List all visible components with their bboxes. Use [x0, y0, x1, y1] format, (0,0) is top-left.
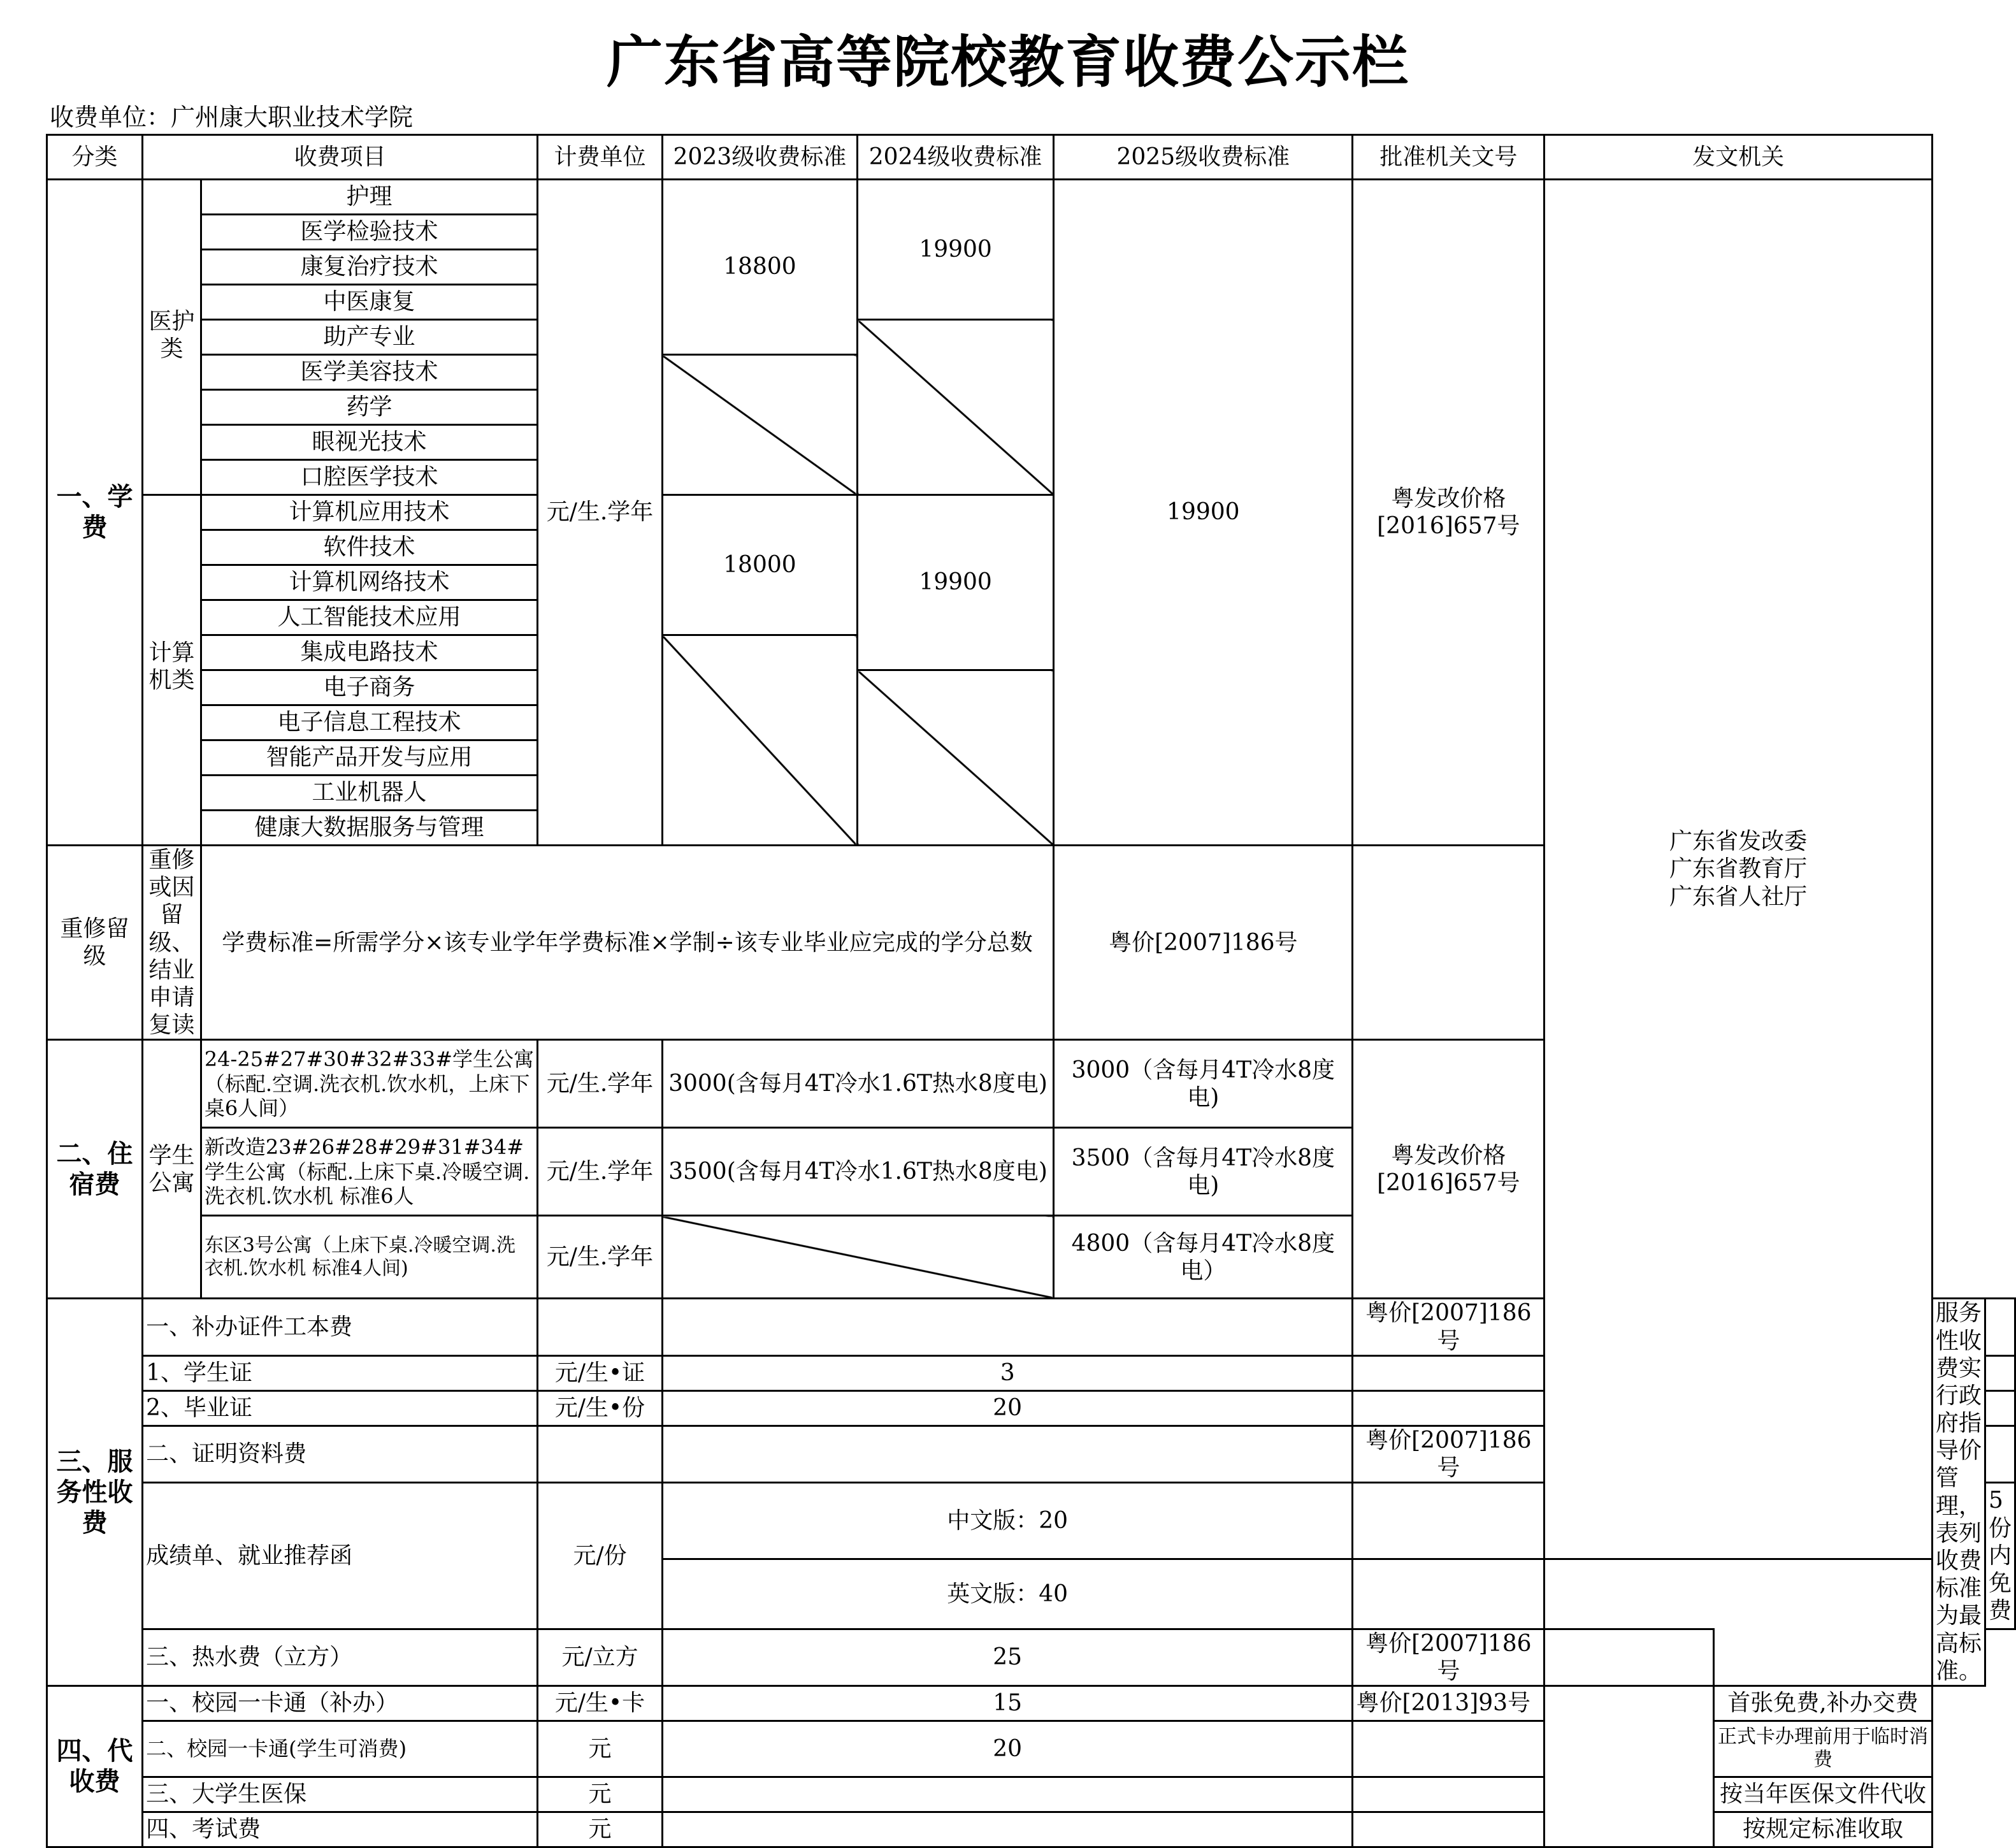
agency-item: 一、校园一卡通（补办）	[143, 1686, 538, 1721]
category-housing: 二、住宿费	[47, 1040, 143, 1299]
service-approval: 粤价[2007]186号	[1353, 1299, 1544, 1355]
issuer-line: 广东省发改委	[1669, 828, 1808, 855]
service-note	[1985, 1426, 2015, 1482]
hot-water-unit: 元/立方	[538, 1629, 663, 1686]
agency-value: 20	[662, 1721, 1353, 1777]
service-approval	[1353, 1390, 1544, 1426]
group-medical: 医护类	[143, 180, 201, 495]
group-repeat: 重修留级	[47, 846, 143, 1040]
service-unit	[538, 1299, 663, 1355]
service-value	[662, 1426, 1353, 1482]
group-housing: 学生公寓	[143, 1040, 201, 1299]
agency-note: 按规定标准收取	[1714, 1812, 1933, 1847]
tuition-approval: 粤发改价格[2016]657号	[1353, 180, 1544, 846]
service-item: 二、证明资料费	[143, 1426, 538, 1482]
header-row	[47, 135, 2015, 180]
service-approval: 粤价[2007]186号	[1353, 1426, 1544, 1482]
issuer-line: 广东省教育厅	[1669, 856, 1808, 883]
agency-approval	[1353, 1721, 1544, 1777]
transcript-cn: 中文版：20	[662, 1483, 1353, 1559]
service-note	[1985, 1355, 2015, 1390]
diagonal-empty-2024-medical	[858, 320, 1054, 495]
service-item: 一、补办证件工本费	[143, 1299, 538, 1355]
agency-approval: 粤价[2013]93号	[1353, 1686, 1544, 1721]
header-issuer: 发文机关	[1544, 135, 1933, 180]
major-item: 口腔医学技术	[201, 460, 537, 495]
service-note	[1985, 1299, 2015, 1355]
transcript-en: 英文版：40	[662, 1559, 1353, 1629]
housing-fee-2025: 3500（含每月4T冷水8度电)	[1054, 1128, 1353, 1216]
fee-2024-computer: 19900	[858, 495, 1054, 670]
transcript-note: 5份内免费	[1985, 1483, 2015, 1629]
service-item: 2、毕业证	[143, 1390, 538, 1426]
agency-value	[662, 1777, 1353, 1812]
major-item: 中医康复	[201, 285, 537, 320]
hot-water-approval: 粤价[2007]186号	[1353, 1629, 1544, 1686]
header-2025: 2025级收费标准	[1054, 135, 1353, 180]
transcript-item: 成绩单、就业推荐函	[143, 1483, 538, 1629]
major-item: 工业机器人	[201, 776, 537, 811]
transcript-unit: 元/份	[538, 1483, 663, 1629]
major-item: 眼视光技术	[201, 425, 537, 460]
institution-line: 收费单位：广州康大职业技术学院	[50, 103, 414, 131]
major-item: 集成电路技术	[201, 635, 537, 670]
service-note	[1544, 1629, 1714, 1686]
agency-unit: 元	[538, 1721, 663, 1777]
agency-unit: 元/生•卡	[538, 1686, 663, 1721]
category-service: 三、服务性收费	[47, 1299, 143, 1686]
service-issuer-note: 服务性收费实行政府指导价管理，表列收费标准为最高标准。	[1933, 1299, 1985, 1686]
service-approval	[1353, 1483, 1544, 1559]
housing-item: 东区3号公寓（上床下桌.冷暖空调.洗衣机.饮水机 标准4人间)	[201, 1216, 537, 1299]
housing-fee-2025: 4800（含每月4T冷水8度电）	[1054, 1216, 1353, 1299]
service-note	[1985, 1390, 2015, 1426]
header-2023: 2023级收费标准	[662, 135, 857, 180]
agency-issuer	[1544, 1686, 1714, 1847]
major-item: 人工智能技术应用	[201, 600, 537, 635]
agency-approval	[1353, 1812, 1544, 1847]
agency-note: 首张免费,补办交费	[1714, 1686, 1933, 1721]
repeat-approval: 粤价[2007]186号	[1054, 846, 1353, 1040]
agency-unit: 元	[538, 1812, 663, 1847]
housing-item: 24-25#27#30#32#33#学生公寓（标配.空调.洗衣机.饮水机，上床下桌6人间）	[201, 1040, 537, 1128]
service-value	[662, 1299, 1353, 1355]
service-value: 20	[662, 1390, 1353, 1426]
diagonal-empty-housing	[662, 1216, 1053, 1299]
service-approval	[1353, 1355, 1544, 1390]
group-computer: 计算机类	[143, 495, 201, 846]
agency-item: 四、考试费	[143, 1812, 538, 1847]
service-unit	[538, 1426, 663, 1482]
category-tuition: 一、学费	[47, 180, 143, 846]
page-title: 广东省高等院校教育收费公示栏	[606, 29, 1409, 95]
fee-2023-computer: 18000	[662, 495, 857, 635]
housing-fee-2023-2024: 3500(含每月4T冷水1.6T热水8度电)	[662, 1128, 1053, 1216]
housing-unit: 元/生.学年	[538, 1040, 663, 1128]
header-2024: 2024级收费标准	[858, 135, 1054, 180]
tuition-unit: 元/生.学年	[538, 180, 663, 846]
major-item: 电子商务	[201, 670, 537, 705]
housing-unit: 元/生.学年	[538, 1128, 663, 1216]
major-item: 医学美容技术	[201, 355, 537, 390]
major-item: 医学检验技术	[201, 215, 537, 250]
major-item: 健康大数据服务与管理	[201, 811, 537, 846]
header-unit: 计费单位	[538, 135, 663, 180]
category-agency: 四、代收费	[47, 1686, 143, 1847]
major-item: 计算机网络技术	[201, 565, 537, 600]
fee-table	[46, 134, 2016, 1848]
housing-item: 新改造23#26#28#29#31#34#学生公寓（标配.上床下桌.冷暖空调.洗衣机.饮水机 标准6人	[201, 1128, 537, 1216]
housing-unit: 元/生.学年	[538, 1216, 663, 1299]
hot-water-item: 三、热水费（立方）	[143, 1629, 538, 1686]
major-item: 电子信息工程技术	[201, 705, 537, 740]
housing-fee-2023-2024: 3000(含每月4T冷水1.6T热水8度电)	[662, 1040, 1053, 1128]
fee-2025-tuition: 19900	[1054, 180, 1353, 846]
agency-note: 正式卡办理前用于临时消费	[1714, 1721, 1933, 1777]
fee-2023-medical: 18800	[662, 180, 857, 355]
major-item: 药学	[201, 390, 537, 425]
service-unit: 元/生•份	[538, 1390, 663, 1426]
major-item: 康复治疗技术	[201, 250, 537, 285]
major-item: 智能产品开发与应用	[201, 740, 537, 776]
agency-item: 二、校园一卡通(学生可消费)	[143, 1721, 538, 1777]
service-item: 1、学生证	[143, 1355, 538, 1390]
agency-value	[662, 1812, 1353, 1847]
housing-fee-2025: 3000（含每月4T冷水8度电)	[1054, 1040, 1353, 1128]
repeat-formula: 学费标准=所需学分×该专业学年学费标准×学制÷该专业毕业应完成的学分总数	[201, 846, 1053, 1040]
fee-2024-medical: 19900	[858, 180, 1054, 320]
agency-approval	[1353, 1777, 1544, 1812]
diagonal-empty-2024-computer	[858, 670, 1054, 846]
agency-unit: 元	[538, 1777, 663, 1812]
diagonal-empty-2023-medical	[662, 355, 857, 495]
housing-approval: 粤发改价格[2016]657号	[1353, 1040, 1544, 1299]
major-item: 护理	[201, 180, 537, 215]
repeat-item: 重修或因留级、结业申请复读	[143, 846, 201, 1040]
header-approval: 批准机关文号	[1353, 135, 1544, 180]
tuition-issuer	[1544, 180, 1933, 1559]
issuer-line: 广东省人社厅	[1669, 883, 1808, 910]
service-unit: 元/生•证	[538, 1355, 663, 1390]
service-approval	[1353, 1559, 1544, 1629]
service-value: 3	[662, 1355, 1353, 1390]
major-item: 助产专业	[201, 320, 537, 355]
agency-item: 三、大学生医保	[143, 1777, 538, 1812]
hot-water-value: 25	[662, 1629, 1353, 1686]
agency-note: 按当年医保文件代收	[1714, 1777, 1933, 1812]
header-category: 分类	[47, 135, 143, 180]
major-item: 计算机应用技术	[201, 495, 537, 530]
header-item: 收费项目	[143, 135, 538, 180]
diagonal-empty-2023-computer	[662, 635, 857, 846]
agency-value: 15	[662, 1686, 1353, 1721]
major-item: 软件技术	[201, 530, 537, 565]
